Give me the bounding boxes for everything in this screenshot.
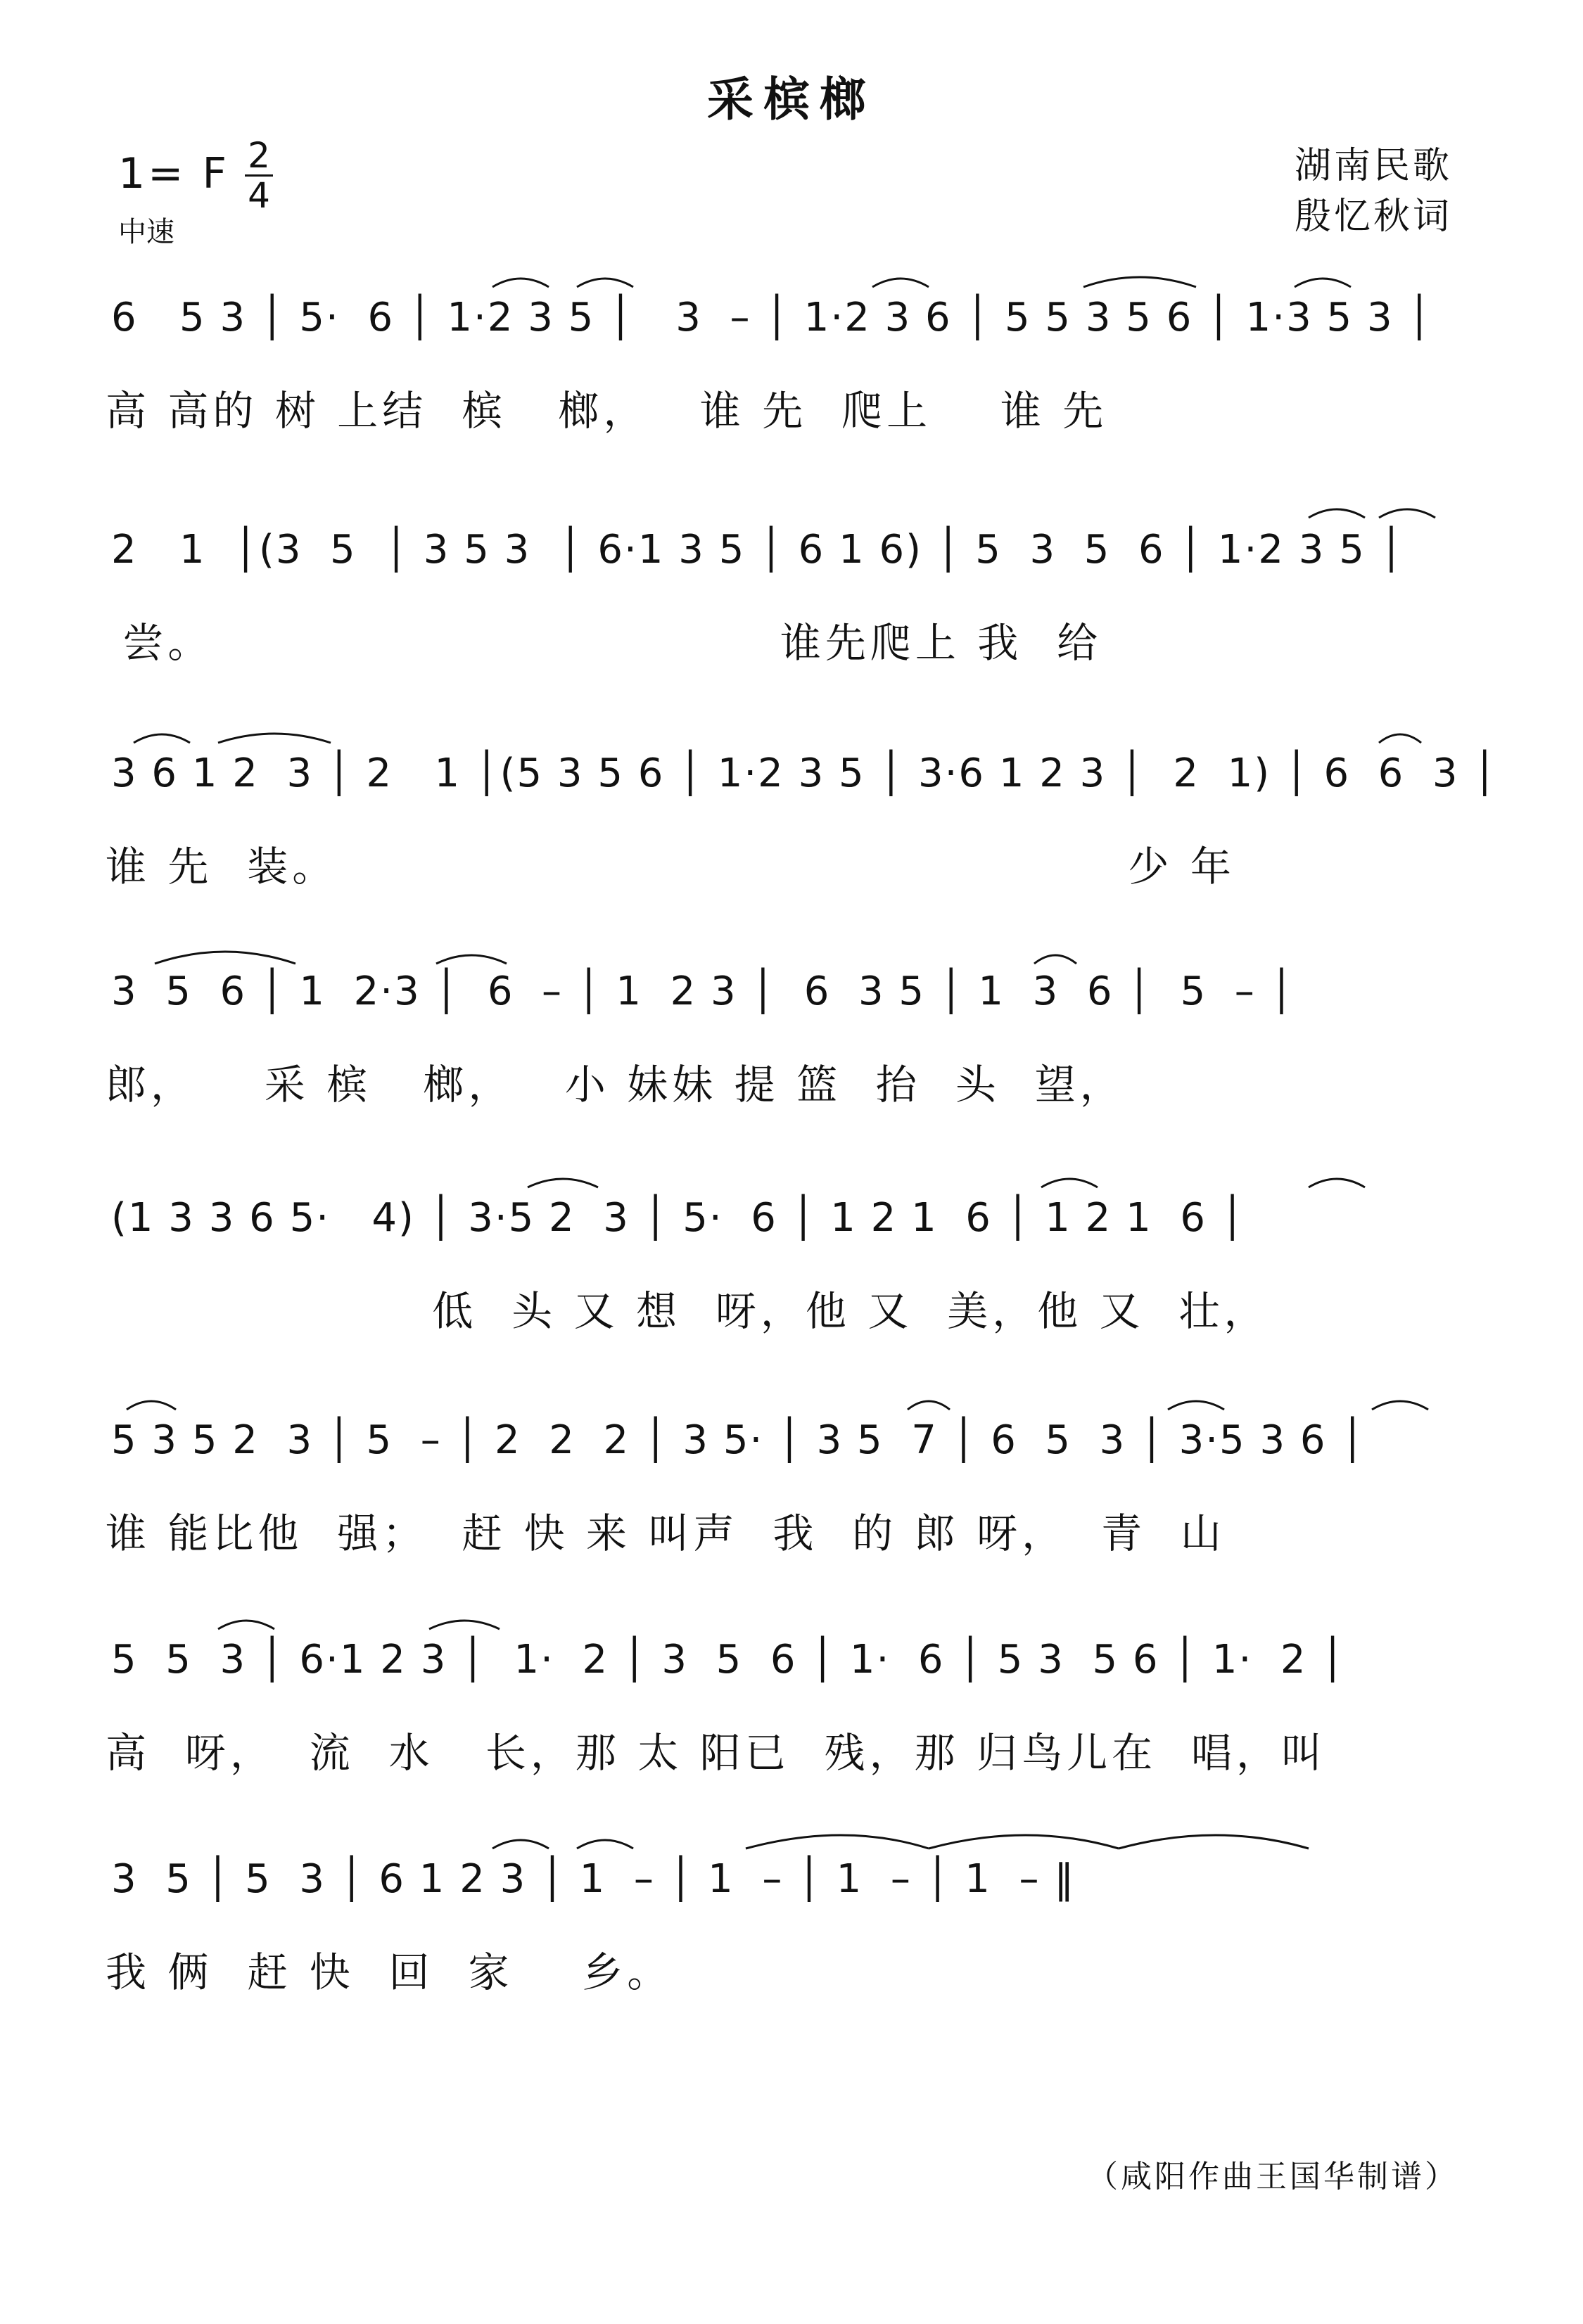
lyrics-line: 谁 先 装。 少 年 — [106, 843, 1235, 890]
notation-line: 3 5 6 │ 1 2·3 │ 6 – │ 1 2 3 │ 6 3 5 │ 1 3 6 │ 5 – │ — [111, 969, 1295, 1014]
lyrics-line: 高 高的 树 上结 槟 榔， 谁 先 爬上 谁 先 — [106, 387, 1108, 435]
time-signature-top: 2 — [248, 135, 270, 176]
notation-line: 2 1 │(3 5 │ 3 5 3 │ 6·1 3 5 │ 6 1 6) │ 5 3 5 6 │ 1·2 3 5 │ — [111, 527, 1405, 573]
lyrics-line: 我 俩 赶 快 回 家 乡。 — [106, 1948, 673, 1996]
tempo-marking: 中速 — [118, 216, 174, 248]
credit-lyricist: 殷忆秋词 — [1295, 196, 1453, 238]
key-signature: 1= F — [118, 149, 230, 198]
notation-line: 3 6 1 2 3 │ 2 1 │(5 3 5 6 │ 1·2 3 5 │ 3·6 1 2 3 │ 2 1) │ 6 6 3 │ — [111, 751, 1499, 796]
footer-credit: （咸阳作曲王国华制谱） — [1087, 2159, 1458, 2195]
notation-line: 5 5 3 │ 6·1 2 3 │ 1· 2 │ 3 5 6 │ 1· 6 │ 5 3 5 6 │ 1· 2 │ — [111, 1637, 1347, 1683]
notation-line: 6 5 3 │ 5· 6 │ 1·2 3 5 │ 3 – │ 1·2 3 6 │ 5 5 3 5 6 │ 1·3 5 3 │ — [111, 295, 1433, 340]
page-title: 采槟榔 — [707, 72, 876, 127]
lyrics-line: 高 呀， 流 水 长，那 太 阳已 残，那 归鸟儿在 唱，叫 — [106, 1729, 1326, 1777]
lyrics-line: 尝。 谁先爬上 我 给 — [106, 619, 1102, 667]
lyrics-line: 谁 能比他 强； 赶 快 来 叫声 我 的 郎 呀， 青 山 — [106, 1509, 1226, 1557]
time-signature-bottom: 4 — [248, 175, 270, 216]
notation-line: 3 5 │ 5 3 │ 6 1 2 3 │ 1 – │ 1 – │ 1 – │ 1 – ‖ — [111, 1856, 1076, 1902]
credit-origin: 湖南民歌 — [1295, 145, 1453, 187]
notation-line: (1 3 3 6 5· 4) │ 3·5 2 3 │ 5· 6 │ 1 2 1 6 │ 1 2 1 6 │ — [111, 1195, 1246, 1241]
lyrics-line: 郎， 采 槟 榔， 小 妹妹 提 篮 抬 头 望， — [106, 1061, 1125, 1109]
notation-line: 5 3 5 2 3 │ 5 – │ 2 2 2 │ 3 5· │ 3 5 7 │ 6 5 3 │ 3·5 3 6 │ — [111, 1417, 1366, 1463]
lyrics-line: 低 头 又 想 呀，他 又 美，他 又 壮， — [106, 1287, 1269, 1335]
